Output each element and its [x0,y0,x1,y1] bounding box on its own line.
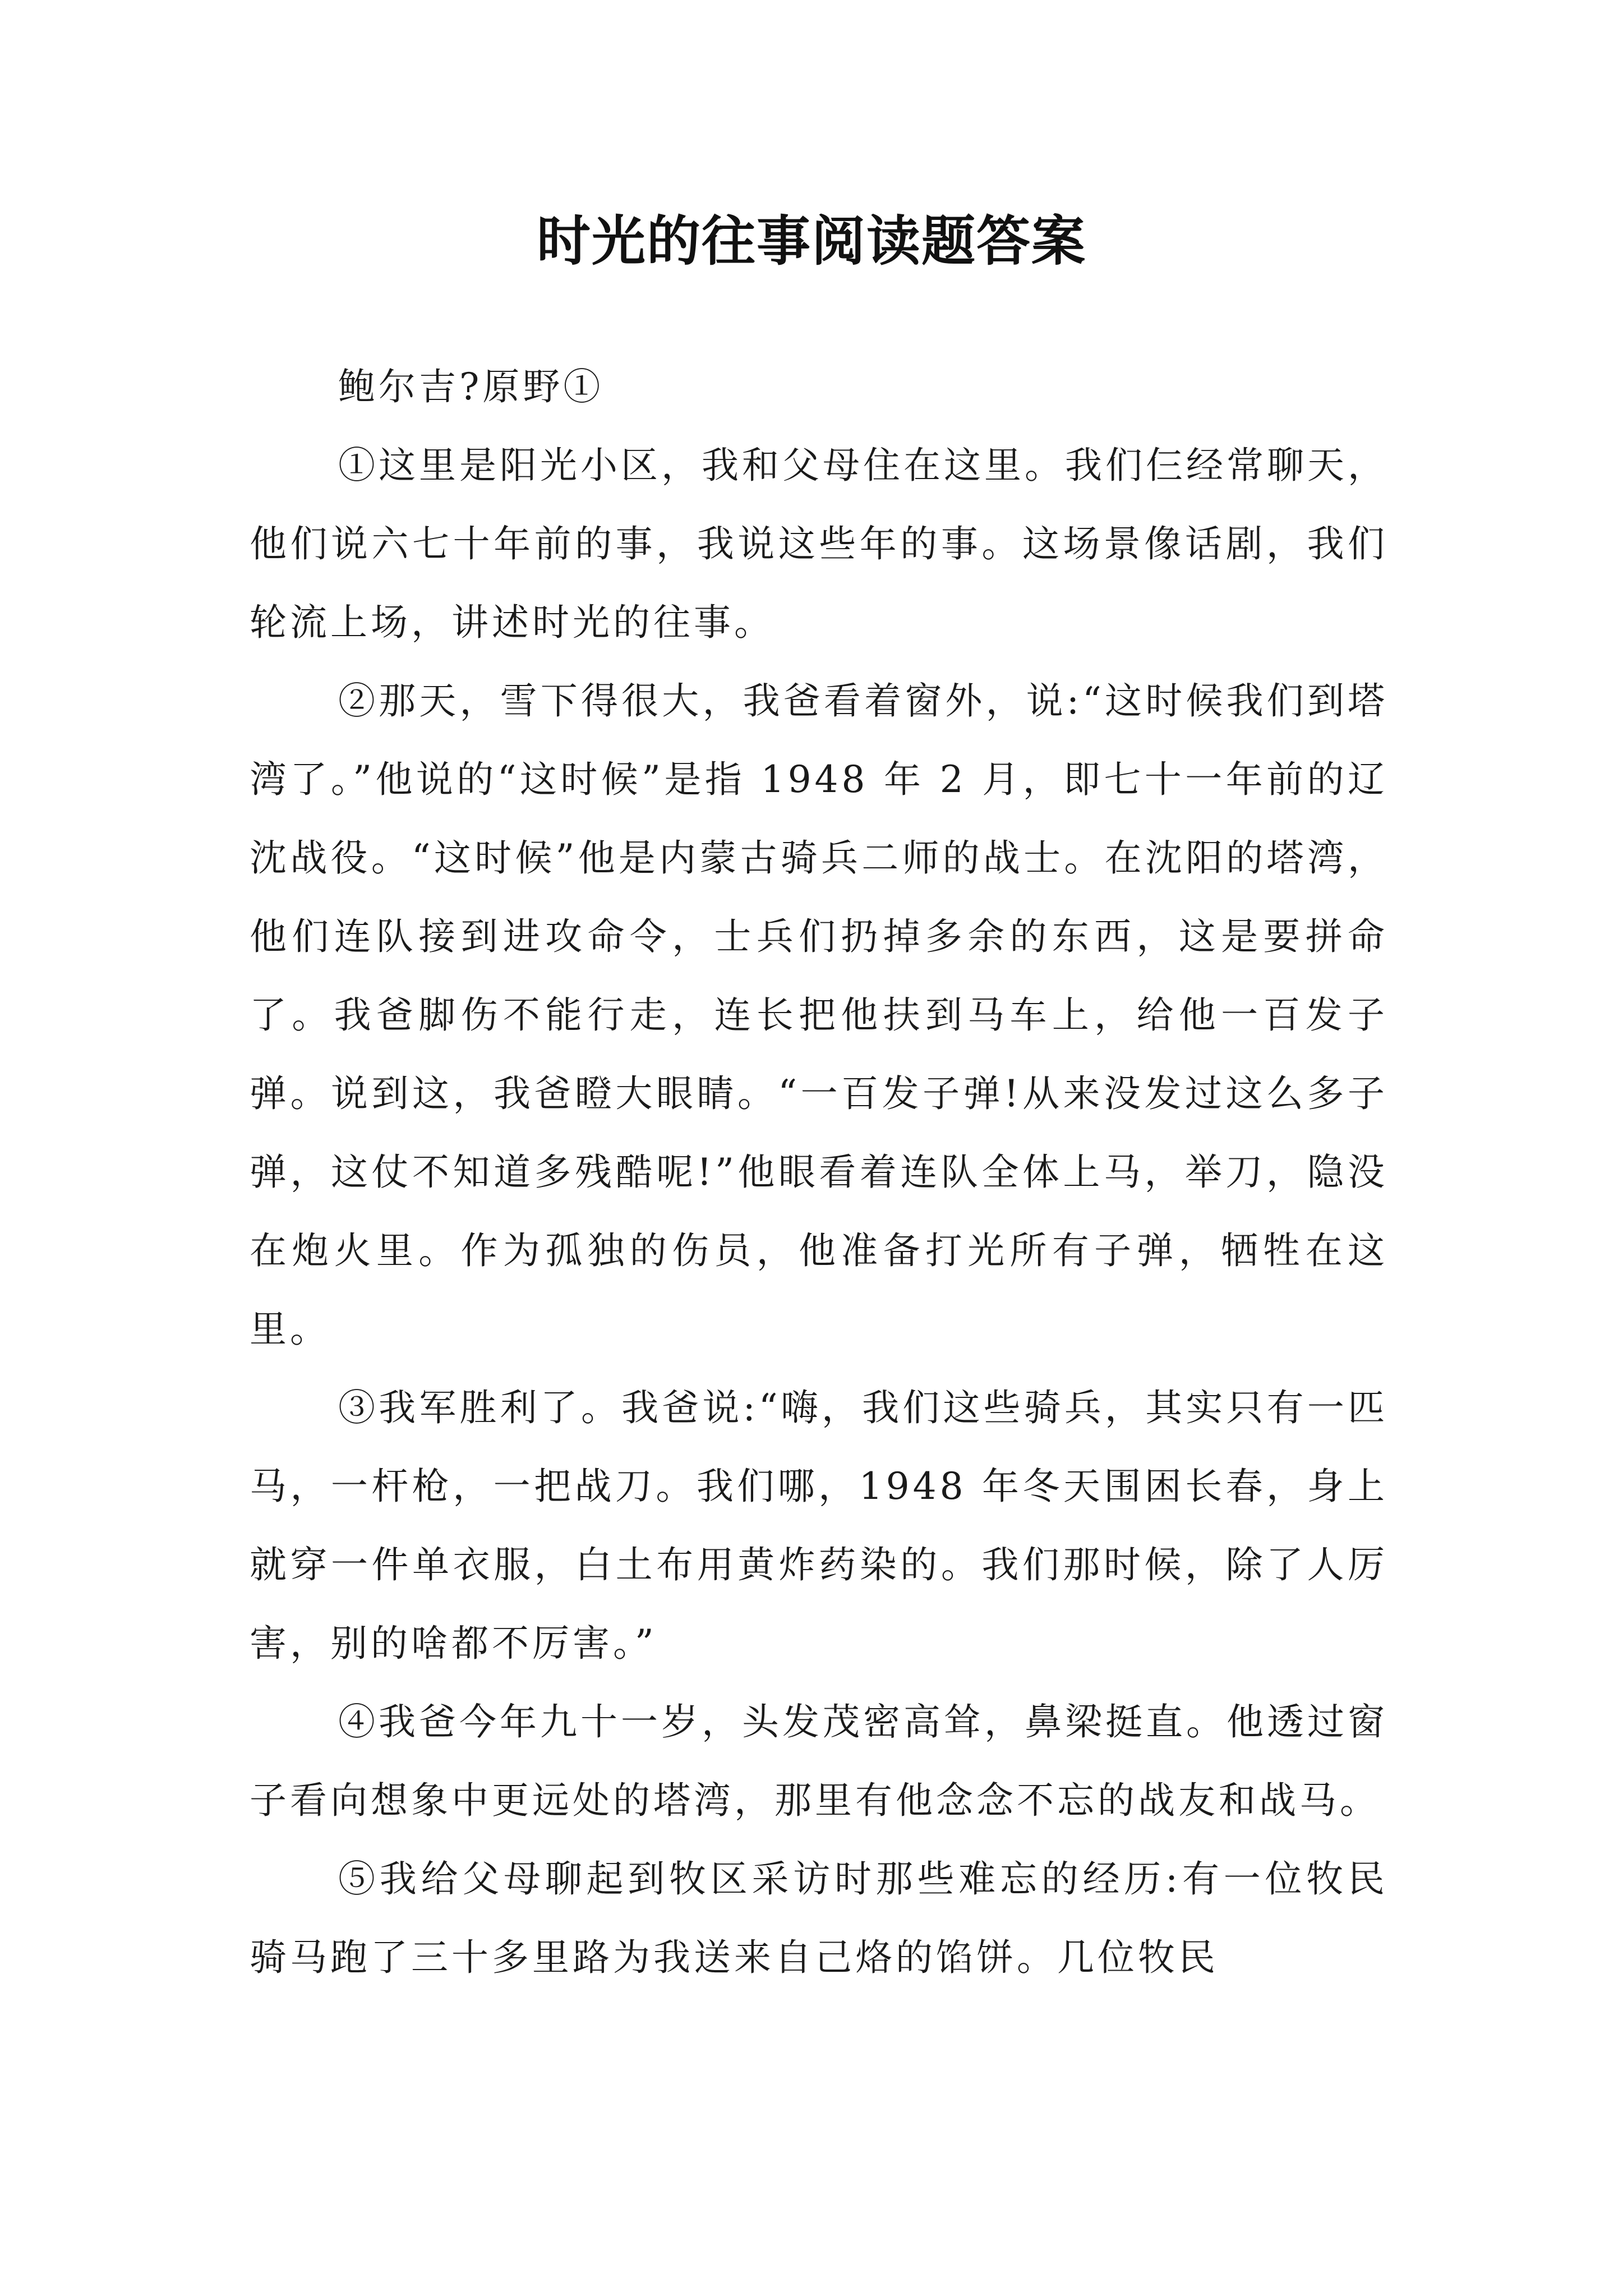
paragraph-5: ⑤我给父母聊起到牧区采访时那些难忘的经历:有一位牧民骑马跑了三十多里路为我送来自己烙的馅饼。几位牧民 [250,1857,1388,1979]
paragraph-4: ④我爸今年九十一岁，头发茂密高耸，鼻梁挺直。他透过窗子看向想象中更远处的塔湾，那里有他念念不忘的战友和战马。 [250,1700,1388,1822]
paragraph-2: ②那天，雪下得很大，我爸看着窗外，说:“这时候我们到塔湾了。”他说的“这时候”是指 1948 年 2 月，即七十一年前的辽沈战役。“这时候”他是内蒙古骑兵二师的战士。在沈阳的塔湾，他们连队接到进攻命令，士兵们扔掉多余的东西，这是要拼命了。我爸脚伤不能行走，连长把他扶到马车上，给他一百发子弹。说到这，我爸瞪大眼睛。“一百发子弹!从来没发过这么多子弹，这仗不知道多残酷呢!”他眼看着连队全体上马，举刀，隐没在炮火里。作为孤独的伤员，他准备打光所有子弹，牺牲在这里。 [250,679,1388,1351]
paragraph-3: ③我军胜利了。我爸说:“嗨，我们这些骑兵，其实只有一匹马，一杆枪，一把战刀。我们哪，1948 年冬天围困长春，身上就穿一件单衣服，白土布用黄炸药染的。我们那时候，除了人厉害，别的啥都不厉害。” [250,1386,1388,1665]
paragraph-1: ①这里是阳光小区，我和父母住在这里。我们仨经常聊天，他们说六七十年前的事，我说这些年的事。这场景像话剧，我们轮流上场，讲述时光的往事。 [250,444,1388,644]
document-title: 时光的往事阅读题答案 [537,210,1086,273]
document-body [250,348,1388,1997]
author-line: 鲍尔吉?原野① [338,365,604,408]
